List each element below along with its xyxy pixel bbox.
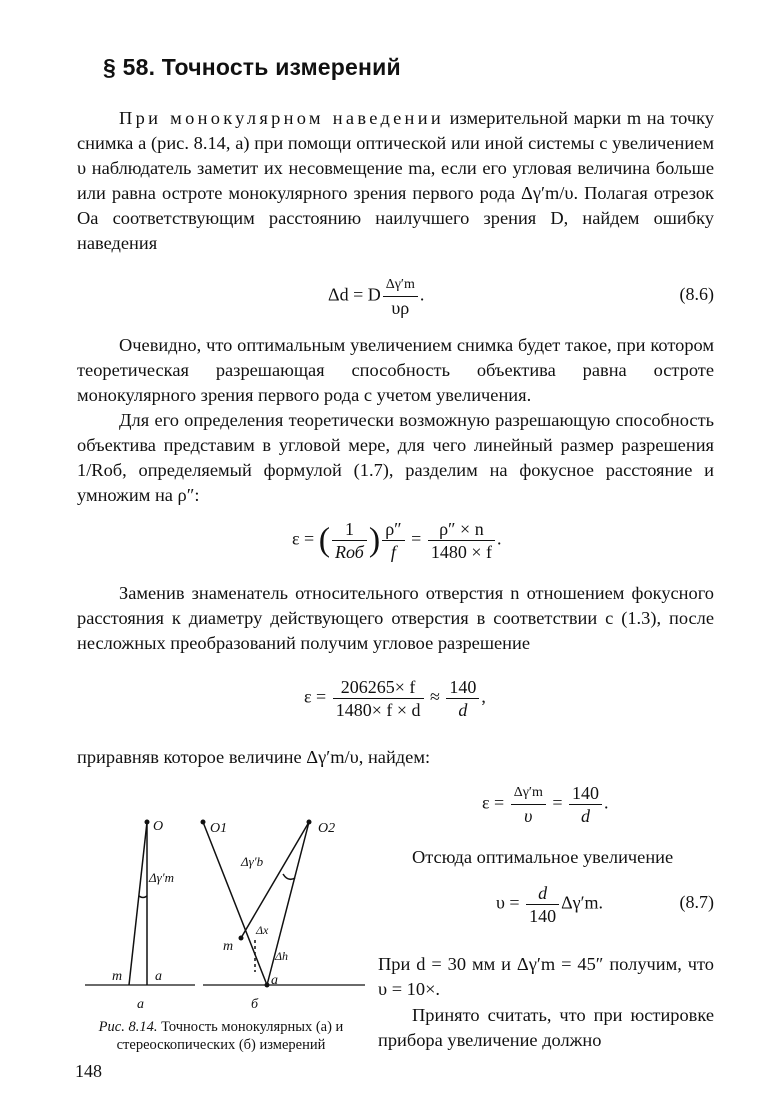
eps1-f3-den: 1480 × f xyxy=(430,542,492,562)
caption-label: Рис. 8.14. xyxy=(98,1019,158,1035)
eps2-f1-den: 1480× f × d xyxy=(335,700,421,720)
paragraph-6: Отсюда оптимальное увеличение xyxy=(412,847,674,867)
figure-a-lines xyxy=(85,822,195,985)
arc-b xyxy=(283,874,295,879)
label-O: O xyxy=(153,819,164,834)
eps1-f2-den: f xyxy=(390,542,396,562)
eq87-num: d xyxy=(526,882,559,905)
label-m-b: m xyxy=(223,939,234,954)
eq86-num: Δγ′m xyxy=(383,274,418,297)
eps1-f1-den: Rоб xyxy=(335,542,364,562)
point-a-b xyxy=(265,983,270,988)
eq87-rhs: Δγ′m xyxy=(561,892,599,913)
paragraph-7: При d = 30 мм и Δγ′m = 45″ получим, что υ = 10×. xyxy=(378,954,714,999)
equation-8-6: Δd = D $\frac{\Delta\gamma'm}{\upsilon\rho}$ . (8.6) xyxy=(0,272,784,322)
paragraph-1 xyxy=(77,106,714,256)
line-O2-m xyxy=(241,822,309,938)
eps1-f3-num: ρ″ × n xyxy=(428,518,495,541)
paragraph-1-lead: При монокулярном наведении xyxy=(119,108,444,128)
equation-epsilon-2: ε = $\frac{206265\times f}{1480\times f \times d}$ ≈ $\frac{140}{d}$ , xyxy=(304,677,486,720)
eps3-f2-num: 140 xyxy=(569,782,602,805)
page-number: 148 xyxy=(75,1061,102,1081)
paragraph-5: приравняв которое величине Δγ′m/υ, найдем: xyxy=(77,747,431,767)
eps2-lhs: ε = xyxy=(304,686,327,707)
label-sub-b: б xyxy=(251,997,259,1012)
label-a-b: a xyxy=(271,973,278,988)
arc-a xyxy=(139,896,147,898)
eps3-f2-den: d xyxy=(581,806,591,826)
label-dh: Δh xyxy=(275,949,289,963)
line-O1-a xyxy=(203,822,267,985)
line-O-m xyxy=(129,822,147,985)
eps3-f1-den: υ xyxy=(524,806,533,826)
eps2-f2-den: d xyxy=(458,700,468,720)
point-O1 xyxy=(201,820,206,825)
eps1-f1-num: 1 xyxy=(332,518,367,541)
equation-epsilon-1: ε = ( $\frac{1}{\text{Rоб}}$ ) $\frac{\rho''}{f}$ = $\frac{\rho'' \times n}{1480 \times f}$ . xyxy=(292,519,502,562)
equation-8-7: υ = $\frac{d}{140}$ Δγ′m. (8.7) xyxy=(496,883,714,926)
section-heading: § 58. Точность измерений xyxy=(103,54,401,80)
eps1-lhs: ε = xyxy=(292,528,315,549)
label-a-a: a xyxy=(155,969,162,984)
paragraph-4: Заменив знаменатель относительного отверстия n отношением фокусного расстояния к диаметру действующего отверстия в соответствии с (1.3), после несложных преобразований получим угловое разрешение xyxy=(77,583,714,653)
paragraph-8: Принято считать, что при юстировке прибора увеличение должно xyxy=(378,1005,714,1050)
label-gamma-b: Δγ′b xyxy=(241,854,264,869)
label-sub-a: а xyxy=(137,997,144,1012)
label-O2: O2 xyxy=(318,821,336,836)
eq87-lhs: υ = xyxy=(496,892,520,913)
paragraph-3: Для его определения теоретически возможную разрешающую способность объектива представим в угловой мере, для чего линейный размер разрешения 1/Rоб, определяемый формулой (1.7), разделим на фокусное расстояние и умножим на ρ″: xyxy=(77,410,714,505)
eps2-f2-num: 140 xyxy=(446,676,479,699)
caption-text: Точность монокулярных (а) и стереоскопических (б) измерений xyxy=(116,1019,344,1053)
eps1-f2-num: ρ″ xyxy=(382,518,404,541)
point-O2 xyxy=(307,820,312,825)
label-dx: Δx xyxy=(256,923,269,937)
point-O xyxy=(145,820,150,825)
eq86-den: υρ xyxy=(391,298,410,318)
paragraph-2: Очевидно, что оптимальным увеличением снимка будет такое, при котором теоретическая разрешающая способность объектива равна остроте монокулярного зрения первого рода с учетом увеличения. xyxy=(77,335,714,405)
equation-epsilon-3: ε = $\frac{\Delta\gamma'm}{\upsilon}$ = $\frac{140}{d}$ . xyxy=(482,783,609,826)
label-gamma-m: Δγ′m xyxy=(149,870,174,885)
eq87-number: (8.7) xyxy=(679,892,714,912)
label-m-a: m xyxy=(112,969,123,984)
eq86-number: (8.6) xyxy=(679,284,714,304)
eps3-lhs: ε = xyxy=(482,792,505,813)
label-O1: O1 xyxy=(210,821,228,836)
figure-8-14 xyxy=(75,800,365,1020)
eq86-lhs: Δd = D xyxy=(328,284,381,305)
paragraph-1-rest: измерительной марки m на точку снимка a (рис. 8.14, a) при помощи оптической или иной системы с увеличением υ наблюдатель заметит их несовмещение ma, если его угловая величина больше или равна остроте монокулярного зрения первого рода Δγ′m/υ. Полагая отрезок Oa соответствующим расстоянию наилучшего зрения D, найдем ошибку наведения xyxy=(77,108,715,253)
point-m-b xyxy=(239,936,244,941)
figure-caption xyxy=(75,1018,367,1054)
eps3-f1-num: Δγ′m xyxy=(511,782,546,805)
eps2-f1-num: 206265× f xyxy=(333,676,424,699)
eq87-den: 140 xyxy=(529,906,557,926)
